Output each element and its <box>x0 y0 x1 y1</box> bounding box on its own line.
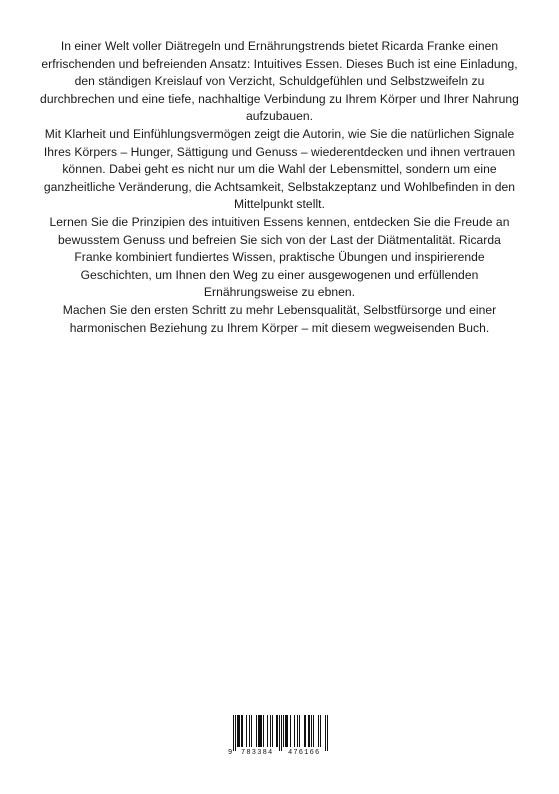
blurb-paragraph-principles: Lernen Sie die Prinzipien des intuitiven Essens kennen, entdecken Sie die Freude an bewusstem Genuss und befreien Sie sich von der Last der Diätmentalität. Ricarda Franke kombiniert fundiertes Wissen, praktische Übungen und inspirierende Geschichten, um Ihnen den Weg zu einer ausgewogenen und erfüllenden Ernährungsweise zu ebnen. <box>49 214 510 300</box>
barcode-bar <box>325 715 326 751</box>
barcode-bar <box>263 715 264 747</box>
barcode-bar <box>258 715 259 747</box>
barcode-bar <box>233 715 234 751</box>
barcode-bar <box>237 715 238 747</box>
barcode-bar <box>286 715 287 747</box>
barcode-bar <box>327 715 328 751</box>
barcode-bar <box>309 715 310 747</box>
barcode-bar <box>261 715 262 747</box>
barcode-bar <box>241 715 242 747</box>
barcode-bar <box>251 715 252 747</box>
blurb-paragraph-author: Mit Klarheit und Einfühlungsvermögen zeigt die Autorin, wie Sie die natürlichen Signale Ihres Körpers – Hunger, Sättigung und Genuss – wiederentdecken und ihnen vertrauen können. Dabei geht es nicht nur um die Wahl der Lebensmittel, sondern um eine ganzheitliche Veränderung, die Achtsamkeit, Selbstakzeptanz und Wohlbefinden in den Mittelpunkt stellt. <box>43 126 516 212</box>
blurb-paragraph-call-to-action: Machen Sie den ersten Schritt zu mehr Lebensqualität, Selbstfürsorge und einer harmonischen Beziehung zu Ihrem Körper – mit diesem wegweisenden Buch. <box>62 302 497 335</box>
barcode-bar <box>272 715 273 747</box>
barcode-bar <box>285 715 286 747</box>
barcode-bar <box>281 715 282 751</box>
barcode-bar <box>277 715 278 747</box>
barcode-bar <box>290 715 291 747</box>
barcode-bar <box>267 715 268 747</box>
barcode-lead-digit: 9 <box>228 749 233 757</box>
barcode-bar <box>270 715 271 747</box>
barcode-bar <box>246 715 247 747</box>
barcode-bar <box>305 715 306 747</box>
barcode-bar <box>256 715 257 747</box>
barcode-bar <box>235 715 236 751</box>
barcode-bar <box>242 715 243 747</box>
barcode-bar <box>249 715 250 747</box>
barcode-digits <box>226 749 332 759</box>
isbn-barcode <box>226 713 332 761</box>
barcode-bar <box>283 715 284 747</box>
barcode-bar <box>318 715 319 747</box>
barcode-bar <box>287 715 288 747</box>
barcode-bar <box>259 715 260 747</box>
barcode-bar <box>260 715 261 747</box>
barcode-bar <box>308 715 309 747</box>
barcode-left-digits: 783384 <box>241 749 274 757</box>
back-cover-blurb <box>40 38 519 337</box>
blurb-paragraph-intro: In einer Welt voller Diätregeln und Ernährungstrends bietet Ricarda Franke einen erfrischenden und befreienden Ansatz: Intuitives Essen. Dieses Buch ist eine Einladung, den ständigen Kreislauf von Verzicht, Schuldgefühlen und Selbstzweifeln zu durchbrechen und eine tiefe, nachhaltige Verbindung zu Ihrem Körper und Ihrer Nahrung aufzubauen. <box>40 39 519 124</box>
barcode-bar <box>279 715 280 751</box>
barcode-bar <box>239 715 240 747</box>
barcode-bar <box>238 715 239 747</box>
barcode-bar <box>313 715 314 747</box>
barcode-bar <box>320 715 321 747</box>
barcode-bar <box>294 715 295 747</box>
barcode-bar <box>297 715 298 747</box>
barcode-bar <box>304 715 305 747</box>
barcode-bar <box>311 715 312 747</box>
barcode-bar <box>299 715 300 747</box>
barcode-bar <box>276 715 277 747</box>
barcode-right-digits: 476166 <box>288 749 321 757</box>
